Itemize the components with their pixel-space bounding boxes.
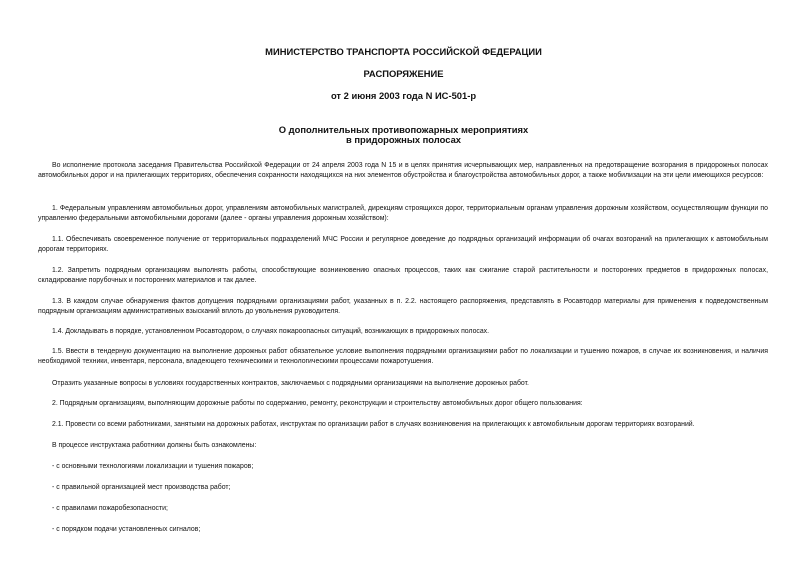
clause-2-paragraph: 2. Подрядным организациям, выполняющим дорожные работы по содержанию, ремонту, реконструкции и строительству автомобильных дорог общего пользования: xyxy=(52,400,583,407)
clause-1-2-paragraph: 1.2. Запретить подрядным организациям выполнять работы, способствующие возникновению опасных процессов, таких как сжигание старой растительности и посторонних предметов в придорожных полосах, складирование порубочных и посторонних материалов и так далее. xyxy=(38,267,768,284)
contract-conditions-paragraph: Отразить указанные вопросы в условиях государственных контрактов, заключаемых с подрядными организациями на выполнение дорожных работ. xyxy=(52,380,529,387)
clause-1-5-paragraph: 1.5. Ввести в тендерную документацию на выполнение дорожных работ обязательное условие выполнения подрядными организациями работ по локализации и тушению пожаров, в случае их возникновения, и наличия необходимой техники, инвентаря, персонала, владеющего техническими и технологическими процессами пожаротушения. xyxy=(38,348,768,365)
list-item: - с порядком подачи установленных сигналов; xyxy=(52,526,201,533)
clause-1-4-paragraph: 1.4. Докладывать в порядке, установленном Росавтодором, о случаях пожароопасных ситуаций, возникающих в придорожных полосах. xyxy=(52,328,490,335)
clause-1-1-paragraph: 1.1. Обеспечивать своевременное получение от территориальных подразделений МЧС России и регулярное доведение до подрядных организаций информации об очагах возгораний на прилегающих к автомобильным дорогам территориях. xyxy=(38,236,768,253)
document-type-heading: РАСПОРЯЖЕНИЕ xyxy=(363,68,444,79)
preamble-paragraph: Во исполнение протокола заседания Правительства Российской Федерации от 24 апреля 2003 года N 15 и в целях принятия исчерпывающих мер, направленных на предотвращение возгорания в придорожных полосах автомобильных дорог и на прилегающих территориях, обеспечения сохранности находящихся на них элементов обустройства и благоустройства автомобильных дорог, а также мобилизации на эти цели имеющихся ресурсов: xyxy=(38,162,768,179)
clause-2-1-paragraph: 2.1. Провести со всеми работниками, занятыми на дорожных работах, инструктаж по организации работ в случаях возникновения на прилегающих к автомобильным дорогам территориях возгораний. xyxy=(52,421,695,428)
ministry-heading: МИНИСТЕРСТВО ТРАНСПОРТА РОССИЙСКОЙ ФЕДЕРАЦИИ xyxy=(265,46,542,57)
clause-1-paragraph: 1. Федеральным управлениям автомобильных дорог, управлениям автомобильных магистралей, дирекциям строящихся дорог, территориальным органам управления дорожным хозяйством, осуществляющим функции по управлению федеральными автомобильными дорогами (далее - органы управления дорожным хозяйством): xyxy=(38,205,768,222)
list-item: - с правилами пожаробезопасности; xyxy=(52,505,168,512)
briefing-intro-paragraph: В процессе инструктажа работники должны быть ознакомлены: xyxy=(52,442,257,449)
document-title-line-2: в придорожных полосах xyxy=(345,134,461,145)
list-item: - с правильной организацией мест производства работ; xyxy=(52,484,231,491)
date-number-line: от 2 июня 2003 года N ИС-501-р xyxy=(330,90,477,101)
document-title-line-1: О дополнительных противопожарных мероприятиях xyxy=(278,124,529,135)
clause-1-3-paragraph: 1.3. В каждом случае обнаружения фактов допущения подрядными организациями работ, указанных в п. 2.2. настоящего распоряжения, представлять в Росавтодор материалы для применения к подведомственным подрядным организациям административных взысканий вплоть до увольнения руководителя. xyxy=(38,298,768,315)
list-item: - с основными технологиями локализации и тушения пожаров; xyxy=(52,463,254,470)
